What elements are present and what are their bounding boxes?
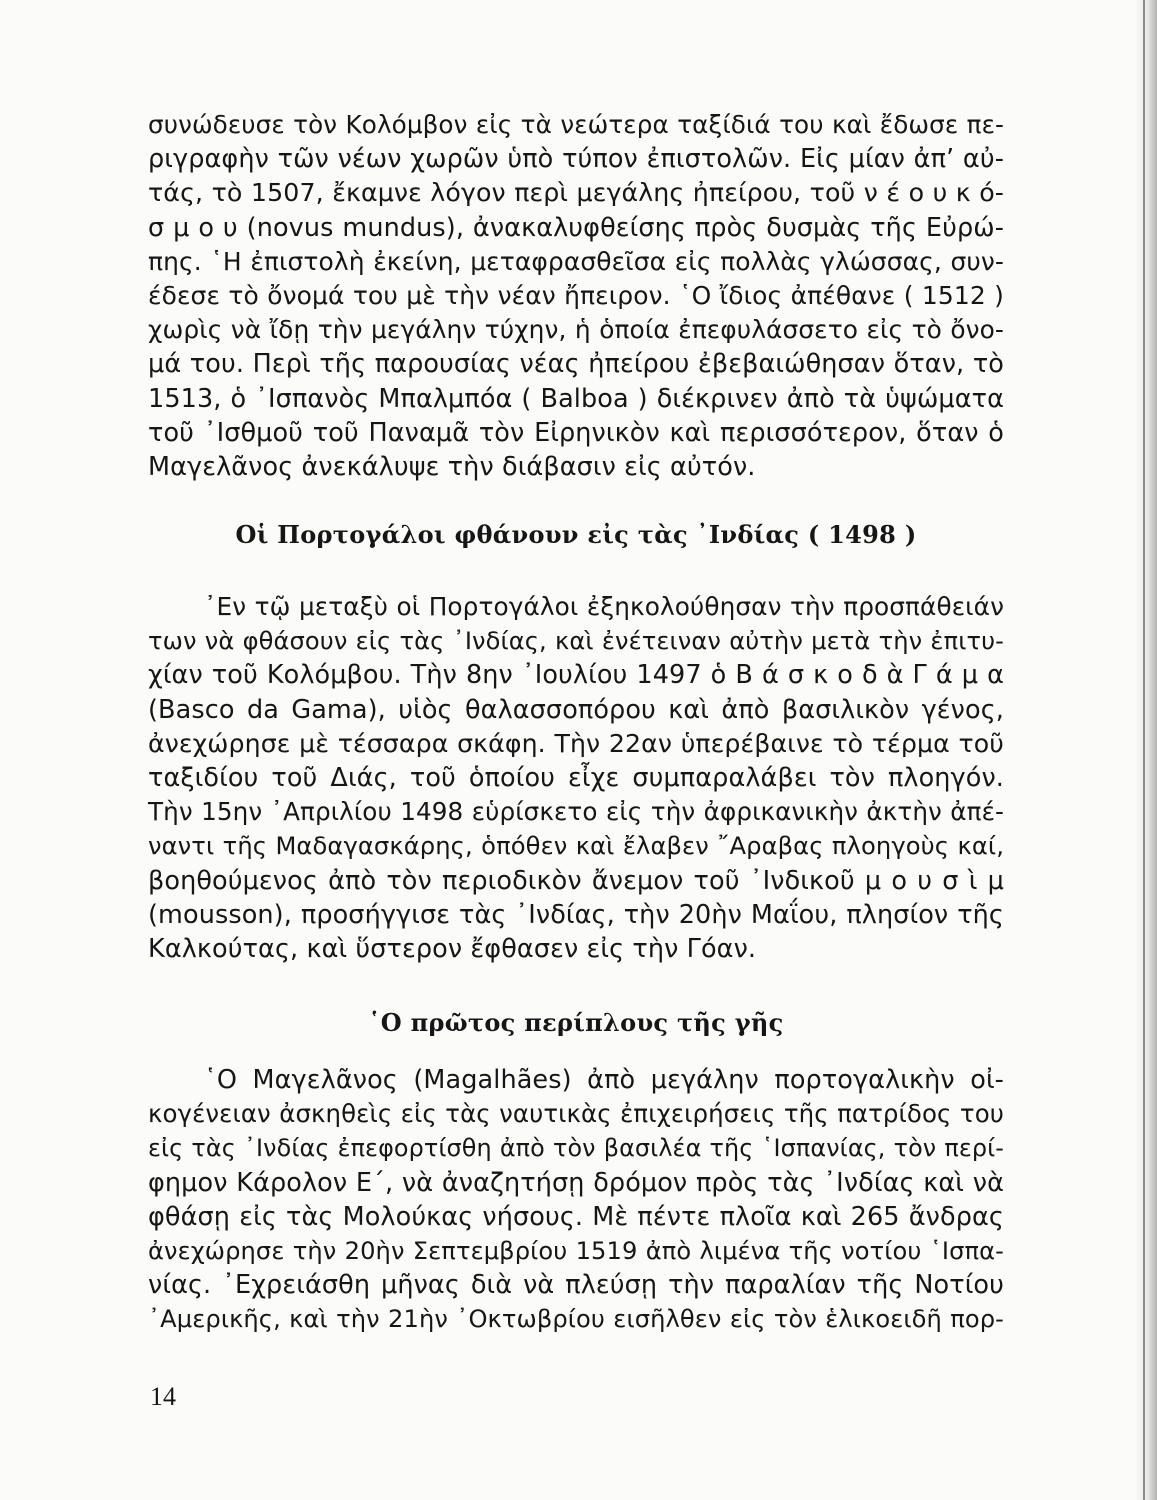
text-line: εἰς τὰς ᾿Ινδίας ἐπεφορτίσθη ἀπὸ τὸν βασιλέα τῆς ῾Ισπανίας, τὸν περί- <box>148 1134 1004 1163</box>
text-line: σ μ ο υ (novus mundus), ἀνακαλυφθείσης πρὸς δυσμὰς τῆς Εὐρώ- <box>148 212 1004 243</box>
text-line: φημον Κάρολον Ε΄, νὰ ἀναζητήσῃ δρόμον πρὸς τὰς ᾿Ινδίας καὶ νὰ <box>148 1167 1004 1198</box>
text-line: βοηθούμενος ἀπὸ τὸν περιοδικὸν ἄνεμον τοῦ ᾿Ινδικοῦ μ ο υ σ ὶ μ <box>148 865 1004 896</box>
paragraph-vespucci <box>148 108 1004 484</box>
paragraph-magellan <box>148 1063 1004 1337</box>
text-line: ἀνεχώρησε τὴν 20ὴν Σεπτεμβρίου 1519 ἀπὸ λιμένα τῆς νοτίου ῾Ισπα- <box>148 1236 1004 1265</box>
text-line: μά του. Περὶ τῆς παρουσίας νέας ἠπείρου ἐβεβαιώθησαν ὅταν, τὸ <box>148 349 1004 380</box>
text-line: Μαγελᾶνος ἀνεκάλυψε τὴν διάβασιν εἰς αὐτόν. <box>148 451 756 482</box>
text-line: ἀνεχώρησε μὲ τέσσαρα σκάφη. Τὴν 22αν ὑπερέβαινε τὸ τέρμα τοῦ <box>148 728 1004 758</box>
text-line: τάς, τὸ 1507, ἔκαμνε λόγον περὶ μεγάλης ἠπείρου, τοῦ ν έ ο υ κ ό- <box>148 178 1004 208</box>
text-line: νίας. ᾿Εχρειάσθη μῆνας διὰ νὰ πλεύσῃ τὴν παραλίαν τῆς Νοτίου <box>148 1270 1004 1301</box>
text-line: ῾Ο Μαγελᾶνος (Magalhães) ἀπὸ μεγάλην πορτογαλικὴν οἰ- <box>204 1065 1004 1095</box>
text-line: κογένειαν ἀσκηθεὶς εἰς τὰς ναυτικὰς ἐπιχειρήσεις τῆς πατρίδος του <box>148 1099 1004 1129</box>
text-line: (mousson), προσήγγισε τὰς ᾿Ινδίας, τὴν 20ὴν Μαΐου, πλησίον τῆς <box>148 899 1004 930</box>
text-line: φθάσῃ εἰς τὰς Μολούκας νήσους. Μὲ πέντε πλοῖα καὶ 265 ἄνδρας <box>148 1201 1004 1232</box>
text-line: χωρὶς νὰ ἴδῃ τὴν μεγάλην τύχην, ἡ ὁποία ἐπεφυλάσσετο εἰς τὸ ὄνο- <box>148 315 1004 345</box>
section-heading-portuguese-india: Οἱ Πορτογάλοι φθάνουν εἰς τὰς ᾿Ινδίας ( 1498 ) <box>235 520 917 549</box>
text-line: Τὴν 15ην ᾿Απριλίου 1498 εὑρίσκετο εἰς τὴν ἀφρικανικὴν ἀκτὴν ἀπέ- <box>148 797 1004 827</box>
text-line: 1513, ὁ ᾿Ισπανὸς Μπαλμπόα ( Balboa ) διέκρινεν ἀπὸ τὰ ὑψώματα <box>148 383 1004 414</box>
paragraph-vasco-da-gama <box>148 590 1004 966</box>
text-line: έδεσε τὸ ὄνομά του μὲ τὴν νέαν ἤπειρον. ῾Ο ἴδιος ἀπέθανε ( 1512 ) <box>148 280 1004 310</box>
text-line: τοῦ ᾿Ισθμοῦ τοῦ Παναμᾶ τὸν Εἰρηνικὸν καὶ περισσότερον, ὅταν ὁ <box>148 417 1004 448</box>
page-number: 14 <box>150 1382 176 1411</box>
text-line: χίαν τοῦ Κολόμβου. Τὴν 8ην ᾿Ιουλίου 1497 ὁ Β ά σ κ ο δ ὰ Γ ά μ α <box>148 660 1004 691</box>
page-edge-shadow <box>1135 0 1157 1500</box>
text-line: Καλκούτας, καὶ ὕστερον ἔφθασεν εἰς τὴν Γόαν. <box>148 933 757 964</box>
text-line: συνώδευσε τὸν Κολόμβον εἰς τὰ νεώτερα ταξίδιά του καὶ ἔδωσε πε- <box>148 110 1004 139</box>
text-line: ριγραφὴν τῶν νέων χωρῶν ὑπὸ τύπον ἐπιστολῶν. Εἰς μίαν ἀπ’ αὐ- <box>148 144 1004 175</box>
text-line: ναντι τῆς Μαδαγασκάρης, ὁπόθεν καὶ ἔλαβεν ῎Αραβας πλοηγοὺς καί, <box>148 832 1004 861</box>
section-heading-first-circumnavigation: ῾Ο πρῶτος περίπλους τῆς γῆς <box>368 1008 784 1037</box>
text-line: των νὰ φθάσουν εἰς τὰς ᾿Ινδίας, καὶ ἐνέτειναν αὐτὴν μετὰ τὴν ἐπιτυ- <box>148 627 1004 656</box>
text-line: (Basco da Gama), υἱὸς θαλασσοπόρου καὶ ἀπὸ βασιλικὸν γένος, <box>148 694 1004 725</box>
text-line: ᾿Αμερικῆς, καὶ τὴν 21ὴν ᾿Οκτωβρίου εισῆλθεν εἰς τὸν ἑλικοειδῆ πορ- <box>148 1305 1004 1334</box>
text-line: ᾿Εν τῷ μεταξὺ οἱ Πορτογάλοι ἐξηκολούθησαν τὴν προσπάθειάν <box>204 592 1004 621</box>
text-line: πης. ῾Η ἐπιστολὴ ἐκείνη, μεταφρασθεῖσα εἰς πολλὰς γλώσσας, συν- <box>148 246 1004 276</box>
page-edge-line <box>1143 0 1145 1500</box>
text-line: ταξιδίου τοῦ Διάς, τοῦ ὁποίου εἶχε συμπαραλάβει τὸν πλοηγόν. <box>148 762 1004 793</box>
